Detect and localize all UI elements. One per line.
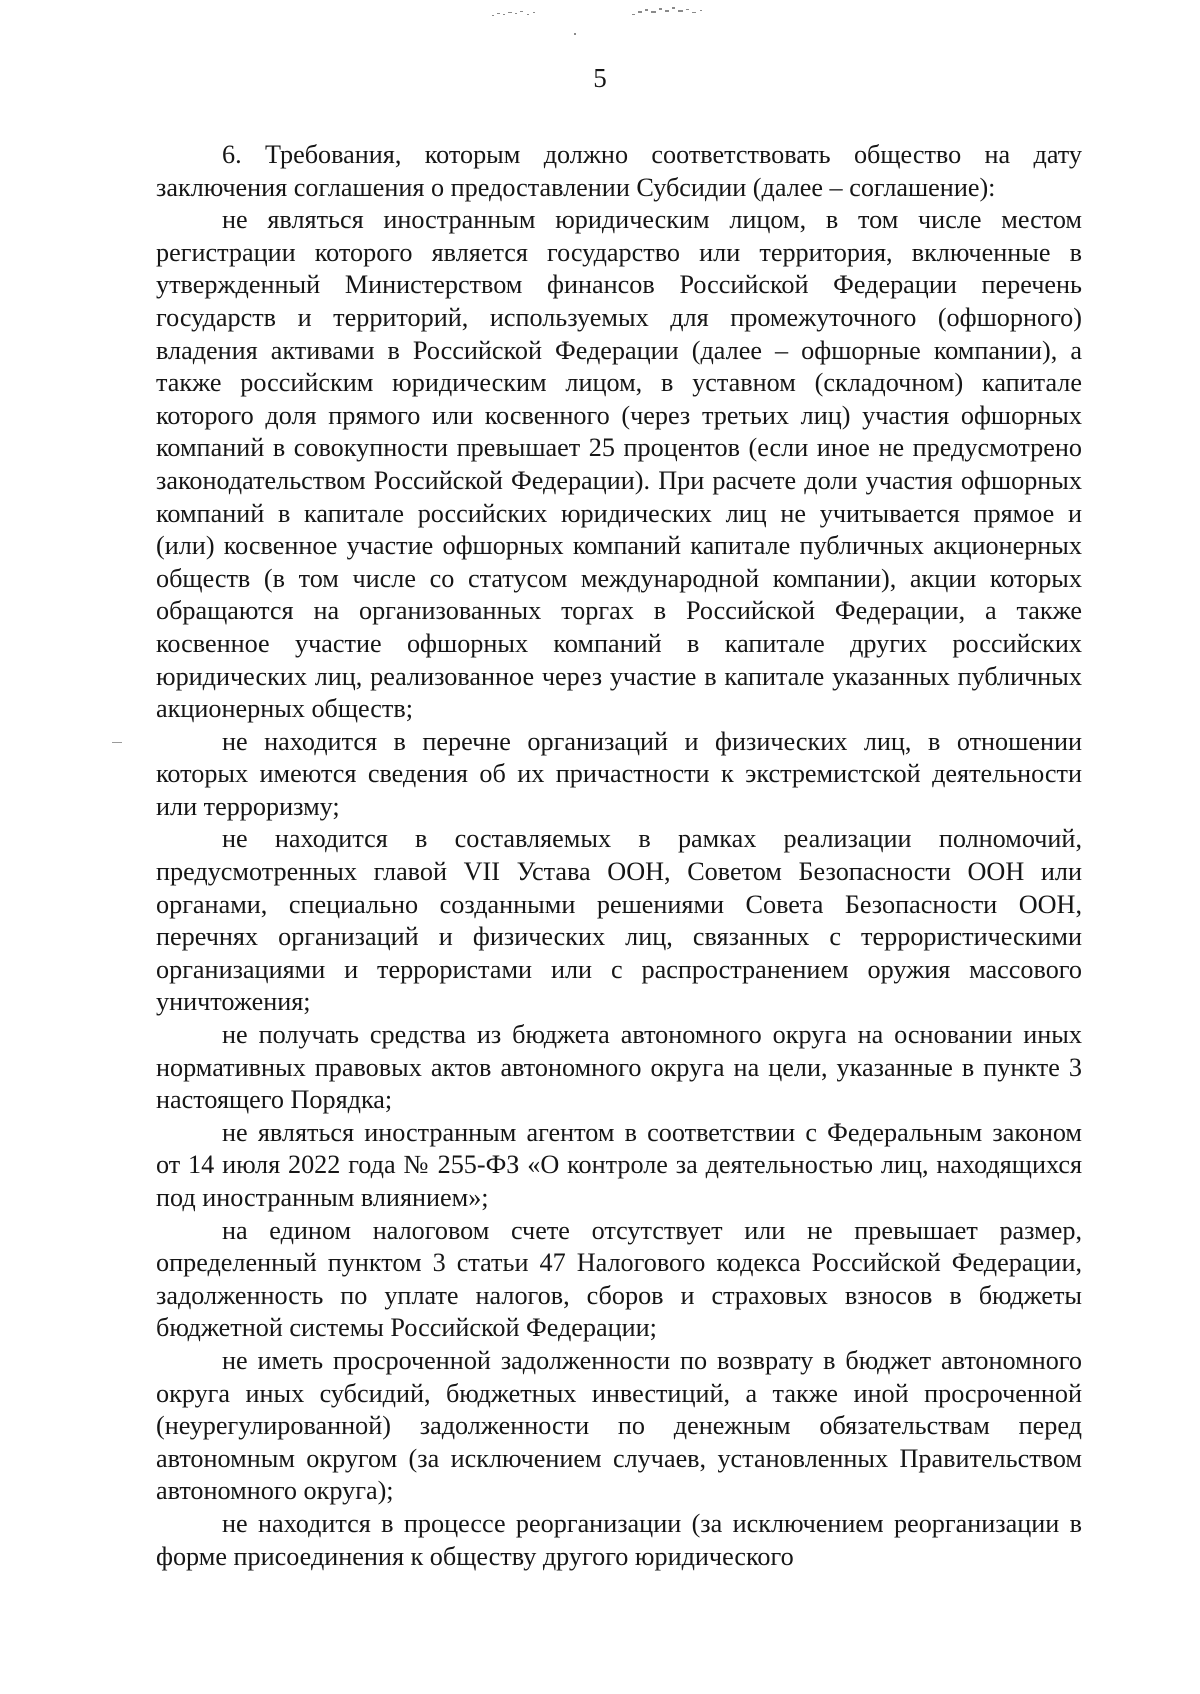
- paragraph-requirements-heading: 6. Требования, которым должно соответствовать общество на дату заключения соглашения о предоставлении Субсидии (далее – соглашение):: [156, 140, 1082, 202]
- document-body: [156, 139, 1082, 1573]
- paragraph-reorganization: не находится в процессе реорганизации (за исключением реорганизации в форме присоединения к обществу другого юридического: [156, 1508, 1082, 1571]
- paragraph-extremism: не находится в перечне организаций и физических лиц, в отношении которых имеются сведения об их причастности к экстремистской деятельности или терроризму;: [156, 726, 1082, 821]
- page-number: 5: [593, 63, 607, 93]
- paragraph-tax-debt: на едином налоговом счете отсутствует или не превышает размер, определенный пунктом 3 статьи 47 Налогового кодекса Российской Федерации, задолженность по уплате налогов, сборов и страховых взносов в бюджеты бюджетной системы Российской Федерации;: [156, 1215, 1082, 1343]
- paragraph-offshore: не являться иностранным юридическим лицом, в том числе местом регистрации которого является государство или территория, включенные в утвержденный Министерством финансов Российской Федерации перечень государств и территорий, используемых для промежуточного (офшорного) владения активами в Российской Федерации (далее – офшорные компании), а также российским юридическим лицом, в уставном (складочном) капитале которого доля прямого или косвенного (через третьих лиц) участия офшорных компаний в совокупности превышает 25 процентов (если иное не предусмотрено законодательством Российской Федерации). При расчете доли участия офшорных компаний в капитале российских юридических лиц не учитывается прямое и (или) косвенное участие офшорных компаний капитале публичных акционерных обществ (в том числе со статусом международной компании), акции которых обращаются на организованных торгах в Российской Федерации, а также косвенное участие офшорных компаний в капитале других российских юридических лиц, реализованное через участие в капитале указанных публичных акционерных обществ;: [156, 205, 1082, 724]
- scan-artifact-marks: [0, 0, 1200, 60]
- paragraph-un-lists: не находится в составляемых в рамках реализации полномочий, предусмотренных главой VII Устава ООН, Советом Безопасности ООН или органами, специально созданными решениями Совета Безопасности ООН, перечнях организаций и физических лиц, связанных с террористическими организациями и террористами или с распространением оружия массового уничтожения;: [156, 824, 1082, 1017]
- paragraph-overdue-debt: не иметь просроченной задолженности по возврату в бюджет автономного округа иных субсидий, бюджетных инвестиций, а также иной просроченной (неурегулированной) задолженности по денежным обязательствам перед автономным округом (за исключением случаев, установленных Правительством автономного округа);: [156, 1345, 1082, 1506]
- paragraph-foreign-agent: не являться иностранным агентом в соответствии с Федеральным законом от 14 июля 2022 года № 255-ФЗ «О контроле за деятельностью лиц, находящихся под иностранным влиянием»;: [156, 1117, 1082, 1212]
- margin-mark: [112, 742, 122, 743]
- paragraph-budget-funds: не получать средства из бюджета автономного округа на основании иных нормативных правовых актов автономного округа на цели, указанные в пункте 3 настоящего Порядка;: [156, 1020, 1082, 1115]
